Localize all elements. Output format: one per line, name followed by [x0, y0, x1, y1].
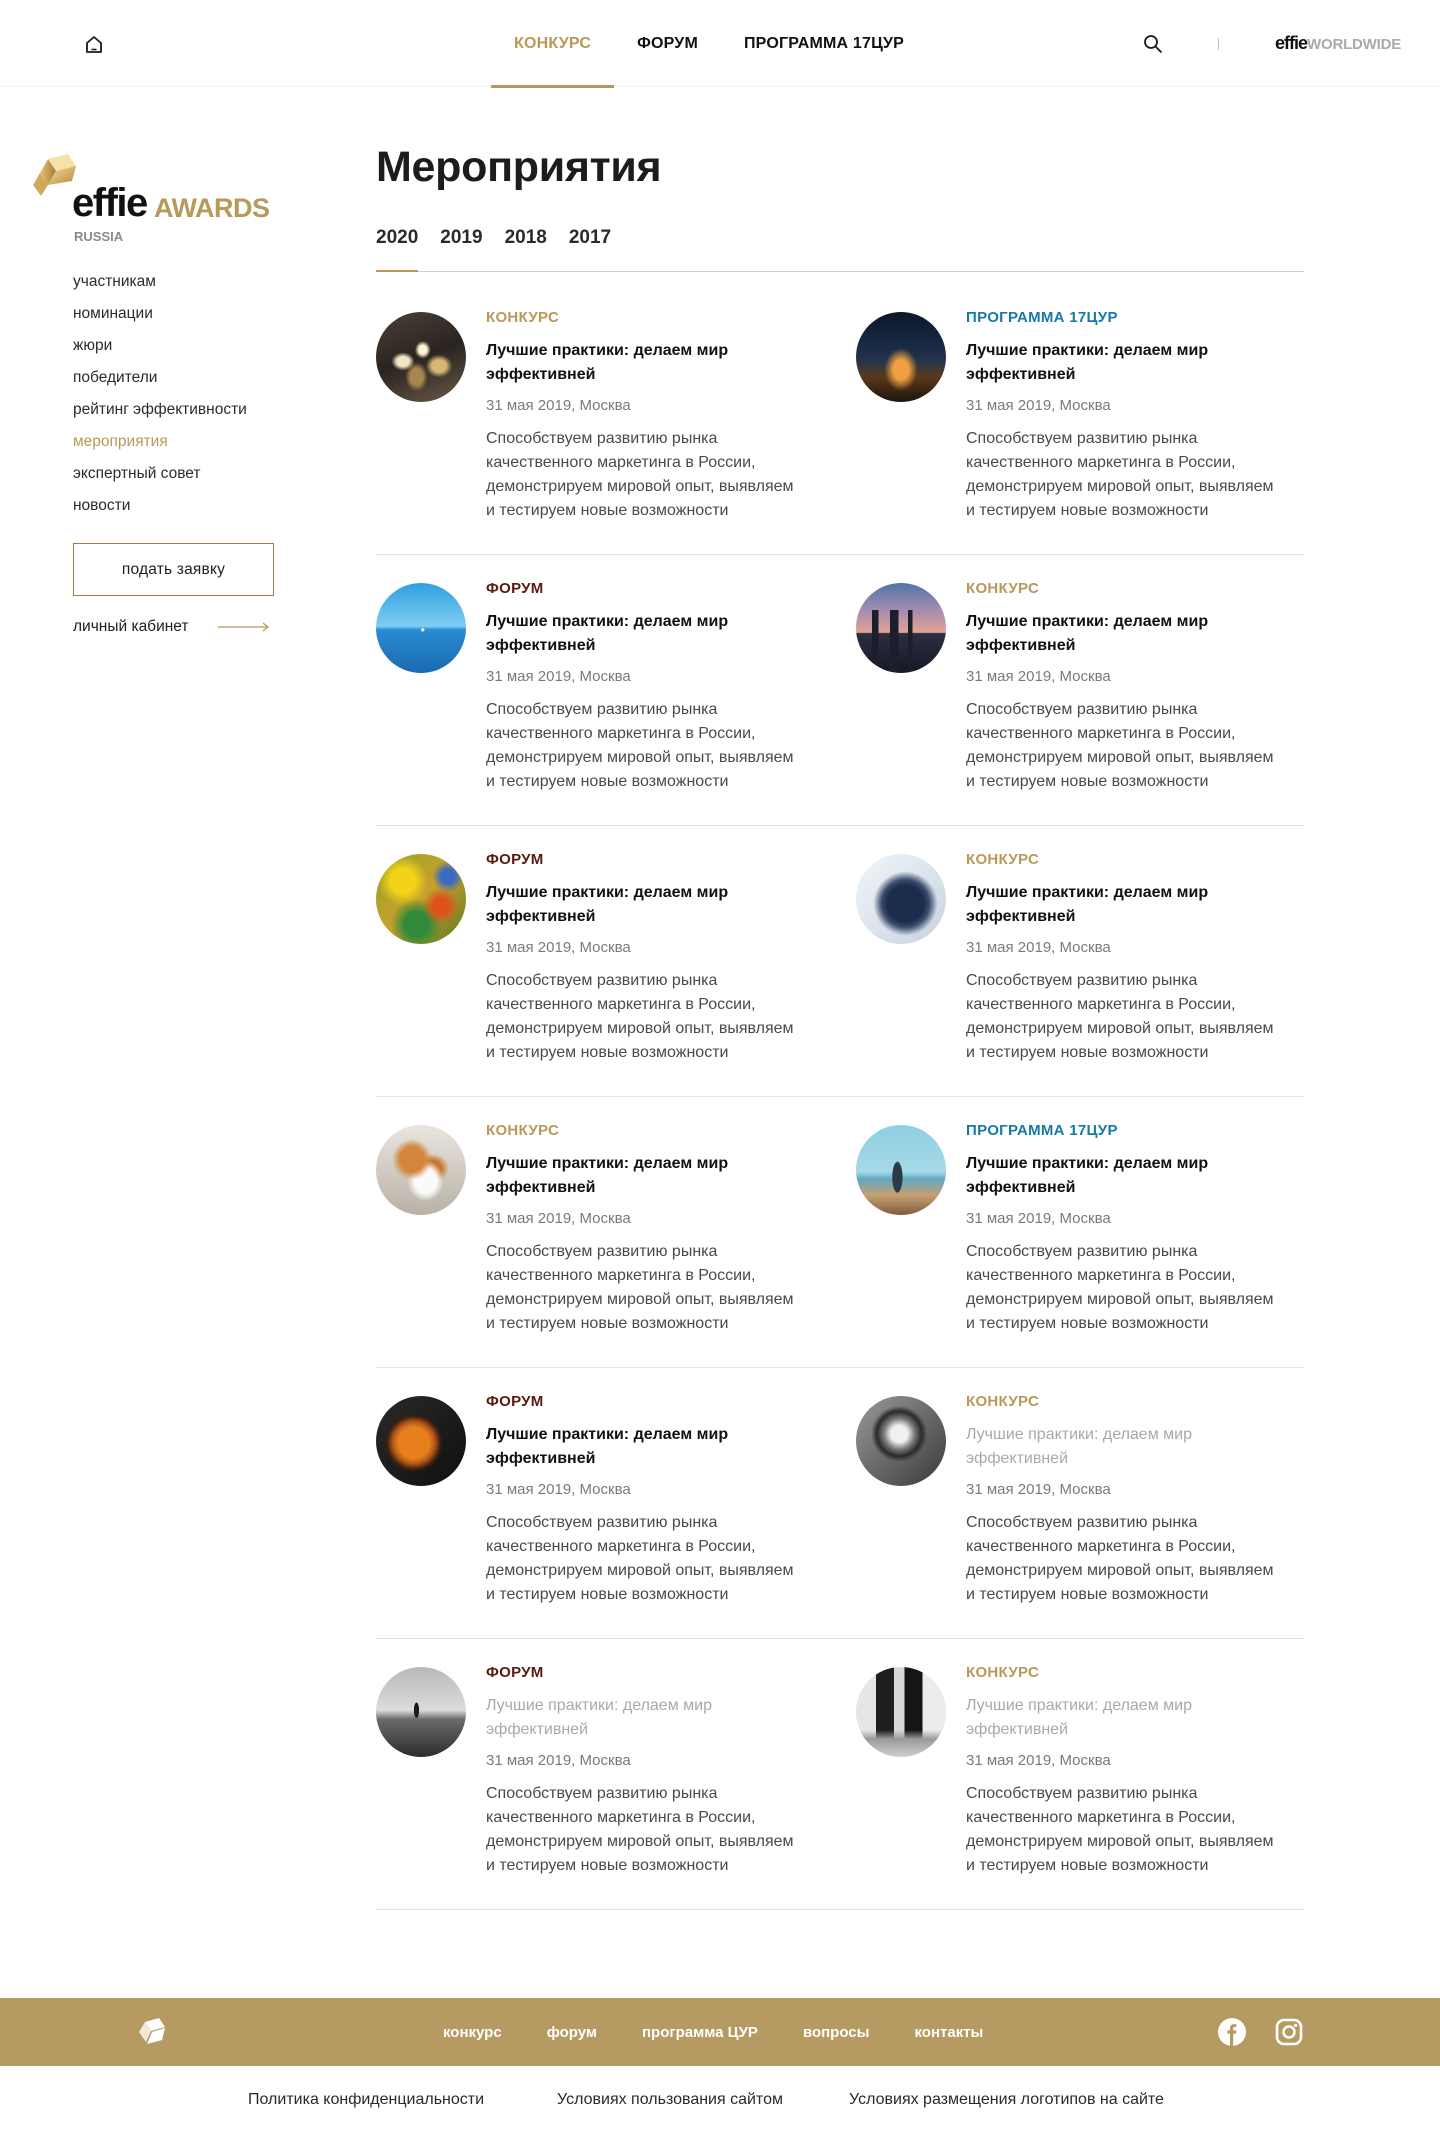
event-image[interactable]: [376, 1396, 466, 1486]
year-tab[interactable]: 2018: [504, 227, 547, 248]
event-card[interactable]: [376, 1368, 856, 1638]
event-description: Способствуем развитию рынка качественного маркетинга в России, демонстрируем мировой опыт, выявляем и тестируем новые возможности: [966, 1514, 1274, 1603]
event-row: [376, 1368, 1304, 1639]
footer-link[interactable]: конкурс: [443, 2023, 502, 2041]
event-category[interactable]: КОНКУРС: [966, 580, 1040, 597]
event-card[interactable]: [376, 1639, 856, 1909]
event-image[interactable]: [856, 583, 946, 673]
logo-country: RUSSIA: [74, 229, 124, 244]
event-title[interactable]: Лучшие практики: делаем мир эффективней: [486, 884, 729, 925]
event-card[interactable]: [856, 1097, 1304, 1367]
personal-cabinet-link[interactable]: личный кабинет: [73, 618, 189, 635]
event-description: Способствуем развитию рынка качественного маркетинга в России, демонстрируем мировой опыт, выявляем и тестируем новые возможности: [486, 1243, 794, 1332]
event-body: [966, 577, 1304, 794]
event-description: Способствуем развитию рынка качественного маркетинга в России, демонстрируем мировой опыт, выявляем и тестируем новые возможности: [966, 972, 1274, 1061]
legal-link[interactable]: Политика конфиденциальности: [248, 2091, 485, 2108]
event-title[interactable]: Лучшие практики: делаем мир эффективней: [966, 342, 1209, 383]
event-description: Способствуем развитию рынка качественного маркетинга в России, демонстрируем мировой опыт, выявляем и тестируем новые возможности: [966, 1785, 1274, 1874]
event-category[interactable]: ФОРУМ: [486, 851, 544, 868]
event-date: 31 мая 2019, Москва: [486, 397, 631, 414]
nav-item[interactable]: ПРОГРАММА 17ЦУР: [743, 35, 905, 52]
event-description: Способствуем развитию рынка качественного маркетинга в России, демонстрируем мировой опыт, выявляем и тестируем новые возможности: [486, 1785, 794, 1874]
event-title[interactable]: Лучшие практики: делаем мир эффективней: [486, 342, 729, 383]
event-image[interactable]: [856, 854, 946, 944]
event-description: Способствуем развитию рынка качественного маркетинга в России, демонстрируем мировой опыт, выявляем и тестируем новые возможности: [486, 701, 794, 790]
sidebar-menu-item[interactable]: номинации: [73, 305, 153, 322]
footer-link[interactable]: программа ЦУР: [642, 2023, 758, 2041]
arrow-right-icon[interactable]: [218, 621, 270, 633]
footer-link[interactable]: форум: [546, 2023, 597, 2041]
event-title[interactable]: Лучшие практики: делаем мир эффективней: [966, 884, 1209, 925]
event-date: 31 мая 2019, Москва: [486, 1210, 631, 1227]
event-image[interactable]: [856, 1125, 946, 1215]
event-title[interactable]: Лучшие практики: делаем мир эффективней: [966, 1697, 1192, 1738]
event-row: [376, 1639, 1304, 1910]
sidebar-menu-item[interactable]: экспертный совет: [73, 465, 201, 482]
event-category[interactable]: ФОРУМ: [486, 580, 544, 597]
nav-item[interactable]: ФОРУМ: [637, 35, 698, 52]
event-category[interactable]: КОНКУРС: [486, 309, 560, 326]
year-tab[interactable]: 2017: [568, 227, 612, 248]
event-date: 31 мая 2019, Москва: [486, 668, 631, 685]
event-description: Способствуем развитию рынка качественного маркетинга в России, демонстрируем мировой опыт, выявляем и тестируем новые возможности: [966, 1243, 1274, 1332]
event-category[interactable]: ПРОГРАММА 17ЦУР: [966, 1122, 1118, 1139]
sidebar-menu-item[interactable]: новости: [73, 497, 131, 514]
event-date: 31 мая 2019, Москва: [966, 1481, 1111, 1498]
event-description: Способствуем развитию рынка качественного маркетинга в России, демонстрируем мировой опыт, выявляем и тестируем новые возможности: [486, 1514, 794, 1603]
event-category[interactable]: КОНКУРС: [966, 851, 1040, 868]
sidebar-menu-item[interactable]: победители: [73, 369, 158, 386]
event-body: [966, 1661, 1304, 1878]
footer-links: [443, 1998, 983, 2066]
event-card[interactable]: [856, 284, 1304, 554]
event-body: [486, 1390, 824, 1607]
event-image[interactable]: [376, 854, 466, 944]
sidebar-menu-item[interactable]: мероприятия: [73, 433, 168, 450]
event-title[interactable]: Лучшие практики: делаем мир эффективней: [966, 1155, 1209, 1196]
event-card[interactable]: [856, 826, 1304, 1096]
event-card[interactable]: [376, 1097, 856, 1367]
event-description: Способствуем развитию рынка качественного маркетинга в России, демонстрируем мировой опыт, выявляем и тестируем новые возможности: [966, 701, 1274, 790]
footer-link[interactable]: контакты: [914, 2023, 984, 2041]
event-card[interactable]: [376, 555, 856, 825]
event-date: 31 мая 2019, Москва: [966, 1752, 1111, 1769]
event-date: 31 мая 2019, Москва: [966, 939, 1111, 956]
event-category[interactable]: КОНКУРС: [966, 1664, 1040, 1681]
event-date: 31 мая 2019, Москва: [966, 1210, 1111, 1227]
worldwide-logo-effie: effie: [1275, 33, 1308, 53]
event-card[interactable]: [856, 555, 1304, 825]
event-image[interactable]: [376, 312, 466, 402]
event-image[interactable]: [856, 312, 946, 402]
effie-mark-icon[interactable]: [136, 2016, 170, 2048]
sidebar-menu-item[interactable]: жюри: [73, 337, 113, 354]
sidebar-menu-item[interactable]: рейтинг эффективности: [73, 401, 247, 418]
event-date: 31 мая 2019, Москва: [966, 668, 1111, 685]
event-row: [376, 284, 1304, 555]
nav-item[interactable]: КОНКУРС: [491, 0, 614, 87]
event-date: 31 мая 2019, Москва: [486, 939, 631, 956]
apply-button[interactable]: подать заявку: [73, 543, 274, 596]
home-icon[interactable]: [83, 33, 105, 55]
event-body: [486, 1661, 824, 1878]
event-image[interactable]: [856, 1396, 946, 1486]
facebook-icon[interactable]: [1217, 2017, 1247, 2047]
event-image[interactable]: [856, 1667, 946, 1757]
event-description: Способствуем развитию рынка качественного маркетинга в России, демонстрируем мировой опыт, выявляем и тестируем новые возможности: [486, 972, 794, 1061]
legal-links: [0, 2066, 1440, 2134]
worldwide-logo-worldwide: WORLDWIDE: [1307, 36, 1402, 53]
event-title[interactable]: Лучшие практики: делаем мир эффективней: [486, 1426, 729, 1467]
event-image[interactable]: [376, 1667, 466, 1757]
year-tab[interactable]: 2020: [376, 214, 418, 271]
event-image[interactable]: [376, 1125, 466, 1215]
main-content: [376, 0, 1304, 1920]
logo-awards: AWARDS: [154, 193, 270, 223]
event-category[interactable]: ФОРУМ: [486, 1664, 544, 1681]
event-date: 31 мая 2019, Москва: [966, 397, 1111, 414]
year-tabs: [376, 214, 1304, 272]
instagram-icon[interactable]: [1274, 2017, 1304, 2047]
event-body: [486, 306, 824, 523]
event-image[interactable]: [376, 583, 466, 673]
event-title[interactable]: Лучшие практики: делаем мир эффективней: [486, 613, 729, 654]
event-row: [376, 826, 1304, 1097]
event-title[interactable]: Лучшие практики: делаем мир эффективней: [486, 1155, 729, 1196]
event-body: [966, 1390, 1304, 1607]
event-row: [376, 555, 1304, 826]
sidebar-menu-item[interactable]: участникам: [73, 273, 156, 290]
year-tab[interactable]: 2019: [440, 227, 483, 248]
event-category[interactable]: ФОРУМ: [486, 1393, 544, 1410]
event-body: [486, 848, 824, 1065]
event-date: 31 мая 2019, Москва: [486, 1481, 631, 1498]
event-category[interactable]: ПРОГРАММА 17ЦУР: [966, 309, 1118, 326]
logo-effie: effie: [72, 181, 147, 225]
event-body: [486, 577, 824, 794]
legal-link[interactable]: Условиях пользования сайтом: [557, 2091, 783, 2108]
event-card[interactable]: [376, 826, 856, 1096]
event-title[interactable]: Лучшие практики: делаем мир эффективней: [966, 613, 1209, 654]
event-category[interactable]: КОНКУРС: [486, 1122, 560, 1139]
footer-bar: [0, 1998, 1440, 2066]
event-body: [966, 306, 1304, 523]
event-body: [966, 848, 1304, 1065]
event-title[interactable]: Лучшие практики: делаем мир эффективней: [966, 1426, 1192, 1467]
event-row: [376, 1097, 1304, 1368]
event-title[interactable]: Лучшие практики: делаем мир эффективней: [486, 1697, 712, 1738]
event-body: [966, 1119, 1304, 1336]
event-card[interactable]: [856, 1368, 1304, 1638]
event-description: Способствуем развитию рынка качественного маркетинга в России, демонстрируем мировой опыт, выявляем и тестируем новые возможности: [486, 430, 794, 519]
event-card[interactable]: [856, 1639, 1304, 1909]
event-body: [486, 1119, 824, 1336]
page-title: Мероприятия: [376, 143, 662, 191]
legal-link[interactable]: Условиях размещения логотипов на сайте: [849, 2091, 1164, 2108]
event-date: 31 мая 2019, Москва: [486, 1752, 631, 1769]
event-category[interactable]: КОНКУРС: [966, 1393, 1040, 1410]
events-list: [376, 284, 1304, 1910]
event-card[interactable]: [376, 284, 856, 554]
event-description: Способствуем развитию рынка качественного маркетинга в России, демонстрируем мировой опыт, выявляем и тестируем новые возможности: [966, 430, 1274, 519]
footer-link[interactable]: вопросы: [802, 2023, 870, 2041]
sidebar-menu: [73, 266, 247, 522]
